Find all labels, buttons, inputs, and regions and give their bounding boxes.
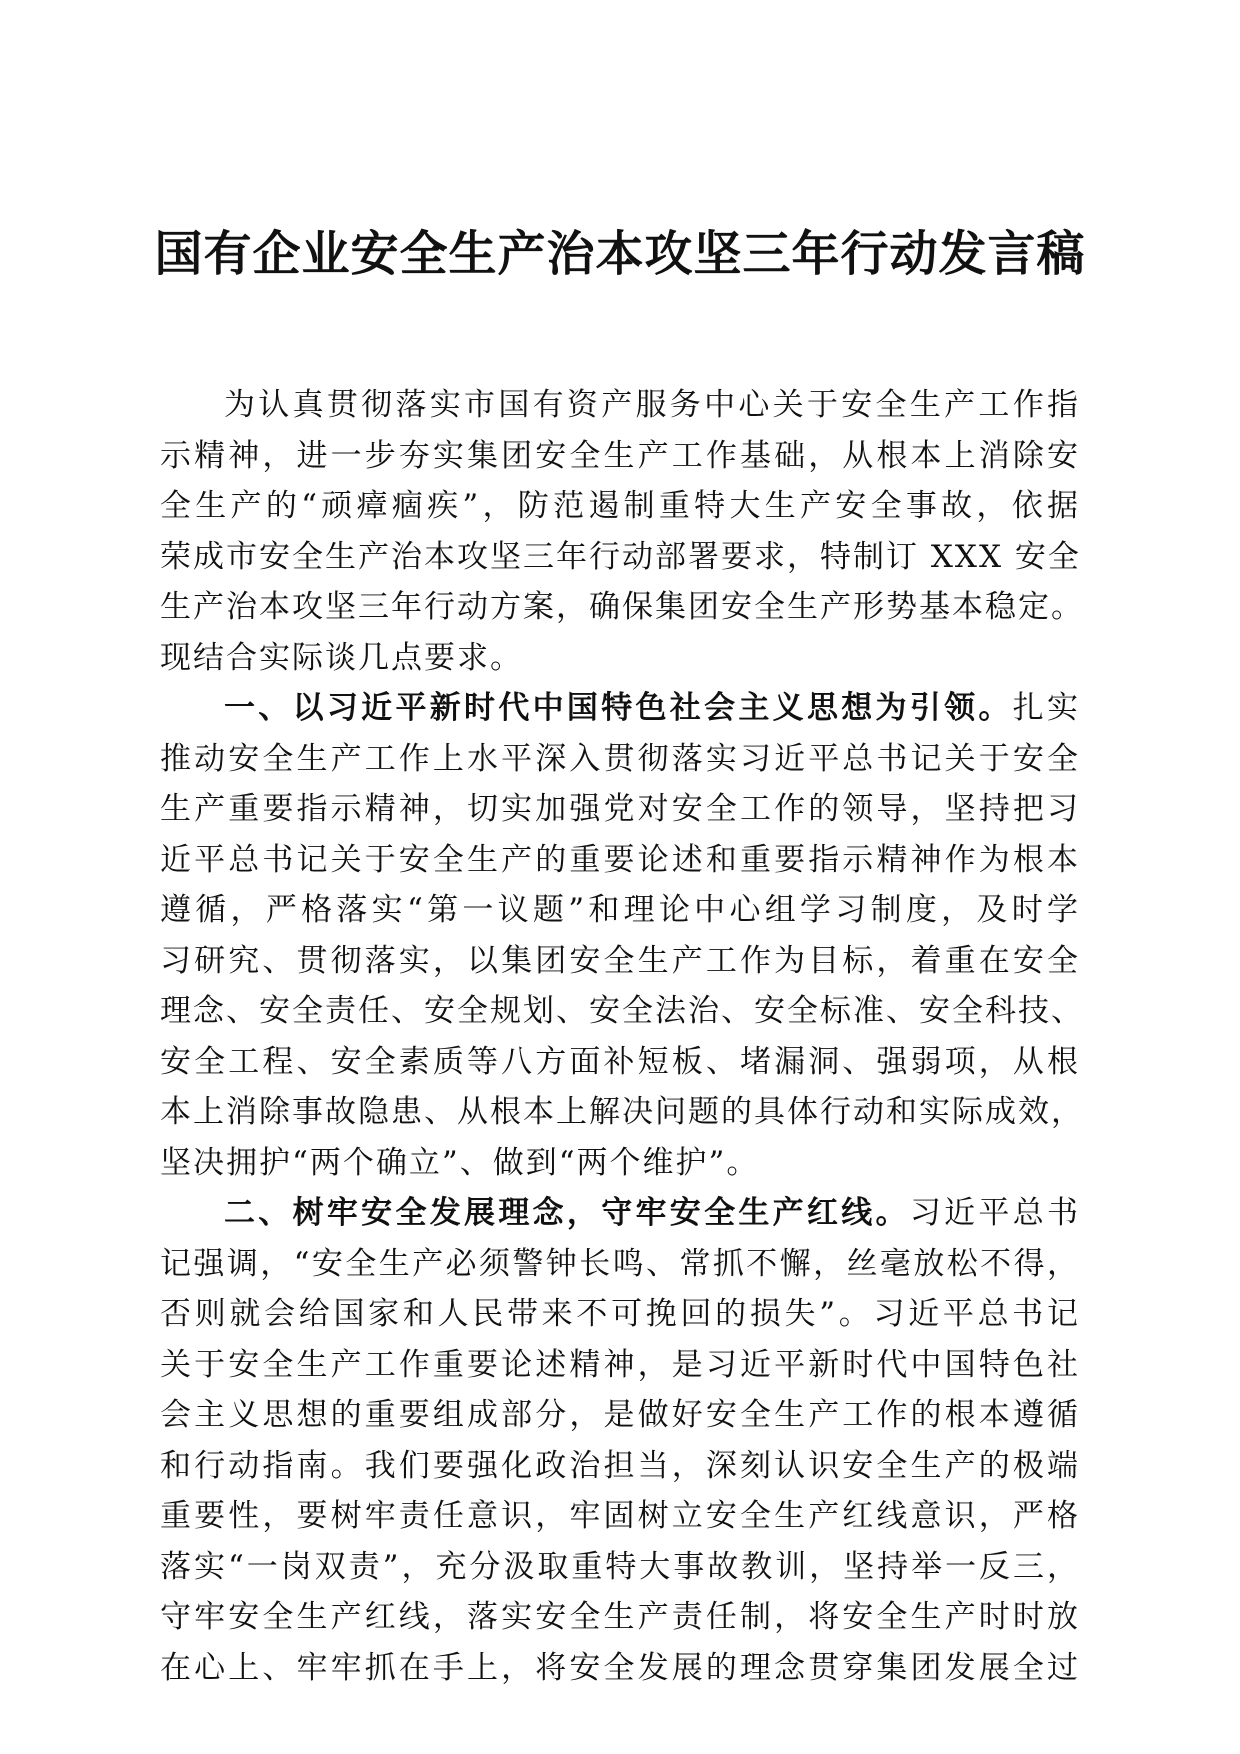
- body-text: 和行动指南。我们要强化政治担当，深刻认识安全生产的极端: [160, 1447, 1080, 1484]
- text-line: [160, 1087, 1084, 1138]
- text-line: [160, 835, 1080, 886]
- body-text: 扎实: [1012, 690, 1081, 726]
- text-line: [160, 1037, 1080, 1088]
- section-heading: 二、树牢安全发展理念，守牢安全生产红线。: [224, 1195, 910, 1231]
- text-line: [160, 1289, 1080, 1340]
- text-line: [160, 380, 1080, 431]
- text-line: [160, 1542, 1080, 1593]
- text-line: [160, 633, 1080, 684]
- text-line: [160, 1239, 1080, 1290]
- body-text: 本上消除事故隐患、从根本上解决问题的具体行动和实际成效，: [160, 1094, 1084, 1130]
- body-text: 安全工程、安全素质等八方面补短板、堵漏洞、强弱项，从根: [160, 1043, 1080, 1080]
- body-text: 落实“一岗双责”，充分汲取重特大事故教训，坚持举一反三，: [160, 1548, 1080, 1585]
- body-text: 生产治本攻坚三年行动方案，确保集团安全生产形势基本稳定。: [160, 589, 1084, 625]
- text-line: [160, 431, 1080, 482]
- body-text: 习近平总书: [909, 1195, 1081, 1231]
- body-text: 重要性，要树牢责任意识，牢固树立安全生产红线意识，严格: [160, 1498, 1080, 1534]
- text-line: [160, 1643, 1080, 1694]
- text-line: [160, 532, 1080, 583]
- body-text: 全生产的“顽瘴痼疾”，防范遏制重特大生产安全事故，依据: [160, 488, 1080, 524]
- text-line: [160, 734, 1080, 785]
- text-line: [160, 1188, 1080, 1239]
- document-body: [160, 380, 1084, 1693]
- body-text: 现结合实际谈几点要求。: [160, 639, 523, 676]
- text-line: [160, 1491, 1080, 1542]
- body-text: 坚决拥护“两个确立”、做到“两个维护”。: [160, 1144, 760, 1181]
- text-line: [160, 582, 1084, 633]
- text-line: [160, 784, 1080, 835]
- body-text: 推动安全生产工作上水平深入贯彻落实习近平总书记关于安全: [160, 740, 1080, 777]
- document-title: 国有企业安全生产治本攻坚三年行动发言稿: [154, 226, 1086, 282]
- text-line: [160, 1340, 1080, 1391]
- body-text: 近平总书记关于安全生产的重要论述和重要指示精神作为根本: [160, 841, 1080, 878]
- body-text: 生产重要指示精神，切实加强党对安全工作的领导，坚持把习: [160, 791, 1080, 827]
- body-text: 记强调，“安全生产必须警钟长鸣、常抓不懈，丝毫放松不得，: [160, 1245, 1080, 1282]
- text-line: [160, 1390, 1080, 1441]
- text-line: [160, 1138, 1080, 1189]
- body-text: 在心上、牢牢抓在手上，将安全发展的理念贯穿集团发展全过: [160, 1649, 1080, 1686]
- text-line: [160, 936, 1080, 987]
- text-line: [160, 683, 1080, 734]
- text-line: [160, 986, 1084, 1037]
- text-line: [160, 1441, 1080, 1492]
- body-text: 关于安全生产工作重要论述精神，是习近平新时代中国特色社: [160, 1346, 1080, 1383]
- body-text: 遵循，严格落实“第一议题”和理论中心组学习制度，及时学: [160, 892, 1080, 928]
- body-text: 否则就会给国家和人民带来不可挽回的损失”。习近平总书记: [160, 1296, 1080, 1332]
- body-text: 荣成市安全生产治本攻坚三年行动部署要求，特制订 XXX 安全: [160, 538, 1081, 575]
- body-text: 会主义思想的重要组成部分，是做好安全生产工作的根本遵循: [160, 1397, 1080, 1433]
- text-line: [160, 481, 1080, 532]
- body-text: 守牢安全生产红线，落实安全生产责任制，将安全生产时时放: [160, 1599, 1080, 1635]
- text-line: [160, 1592, 1080, 1643]
- body-text: 习研究、贯彻落实，以集团安全生产工作为目标，着重在安全: [160, 942, 1080, 979]
- body-text: 示精神，进一步夯实集团安全生产工作基础，从根本上消除安: [160, 437, 1080, 474]
- body-text: 理念、安全责任、安全规划、安全法治、安全标准、安全科技、: [160, 993, 1084, 1029]
- text-line: [160, 885, 1080, 936]
- section-heading: 一、以习近平新时代中国特色社会主义思想为引领。: [224, 690, 1013, 726]
- body-text: 为认真贯彻落实市国有资产服务中心关于安全生产工作指: [224, 387, 1080, 423]
